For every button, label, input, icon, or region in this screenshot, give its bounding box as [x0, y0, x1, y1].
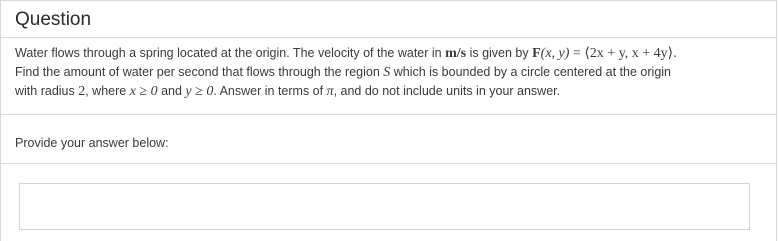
- question-header: [1, 1, 776, 38]
- question-line-2: [15, 63, 762, 82]
- question-text: , where: [85, 84, 130, 98]
- pi-math: π: [326, 84, 334, 99]
- question-body: [1, 38, 776, 115]
- radius-math: 2: [78, 84, 86, 99]
- question-line-3: [15, 82, 762, 101]
- question-text: , and do not include units in your answer.: [333, 84, 561, 98]
- question-title: Question: [15, 9, 92, 30]
- question-line-1: [15, 44, 762, 63]
- question-text: is given by: [466, 46, 533, 60]
- question-text: and: [157, 84, 186, 98]
- question-text: Water flows through a spring located at the origin. The velocity of the water in: [15, 46, 446, 60]
- condition-y-math: y ≥ 0: [185, 84, 214, 99]
- question-text: with radius: [15, 84, 79, 98]
- question-text: Find the amount of water per second that flows through the region: [15, 65, 384, 79]
- answer-prompt: Provide your answer below:: [15, 136, 169, 150]
- vector-field-math: F(x, y) = ⟨2x + y, x + 4y⟩.: [532, 46, 677, 61]
- units-math: m/s: [445, 46, 467, 61]
- answer-input[interactable]: [19, 183, 750, 230]
- question-text: . Answer in terms of: [213, 84, 327, 98]
- question-text: which is bounded by a circle centered at the origin: [390, 65, 672, 79]
- region-math: S: [383, 65, 391, 80]
- answer-prompt-row: [1, 115, 776, 164]
- condition-x-math: x ≥ 0: [129, 84, 158, 99]
